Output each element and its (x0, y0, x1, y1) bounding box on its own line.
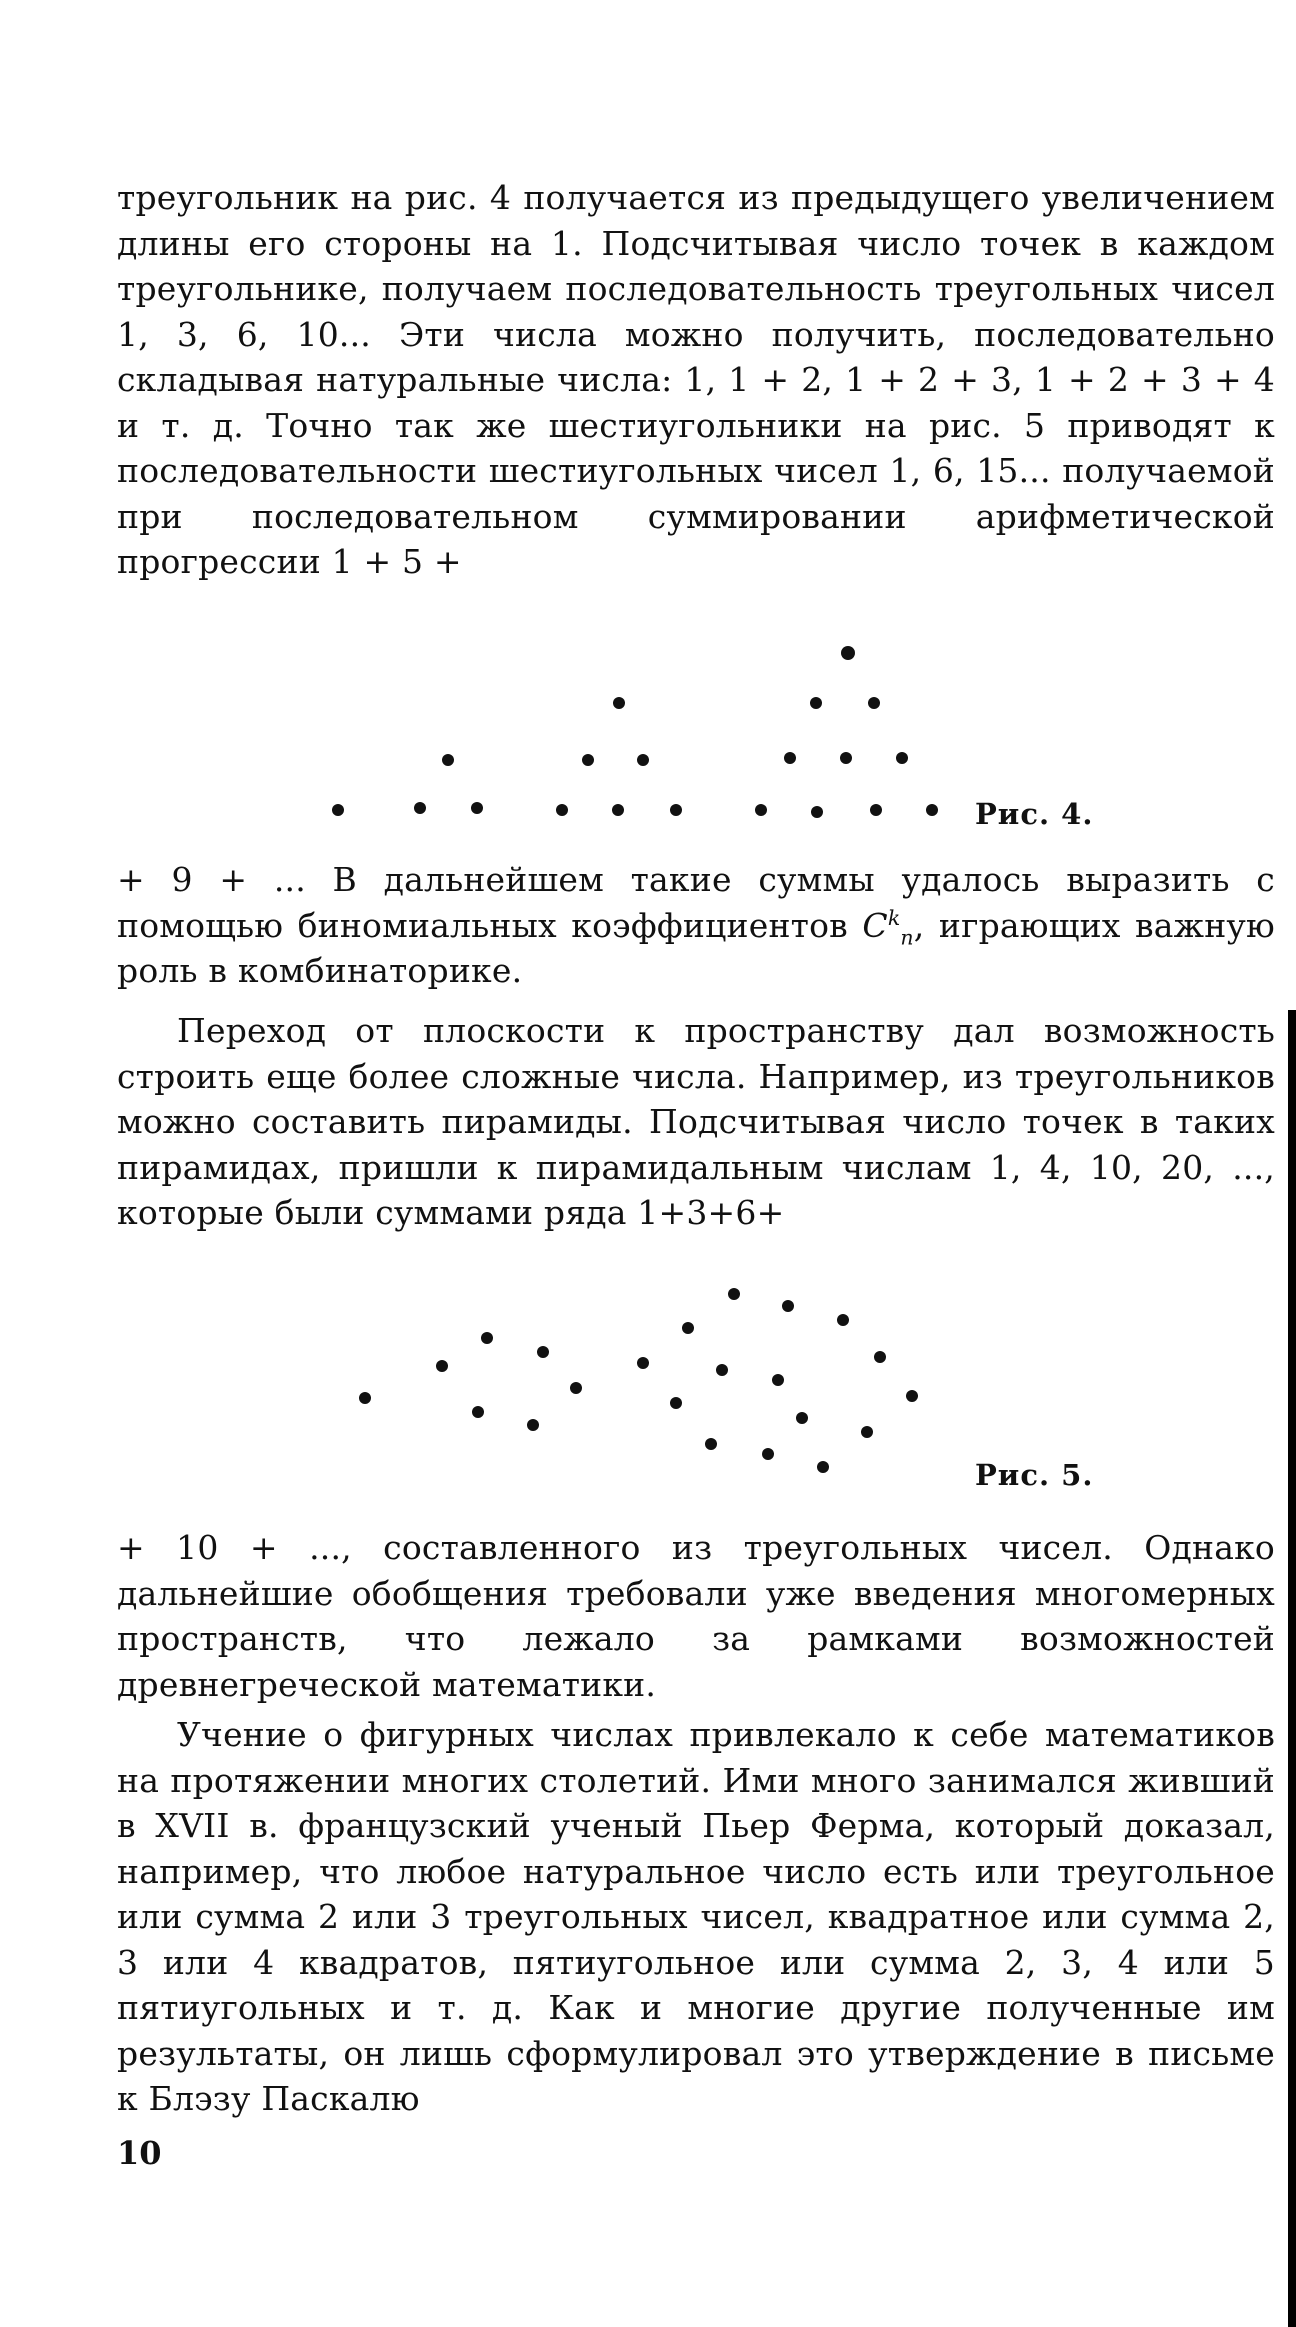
fig5-dot (782, 1300, 794, 1312)
figure-4-dots (0, 600, 1296, 840)
figure-4 (0, 600, 1296, 840)
fig4-dot (841, 646, 855, 660)
fig4-dot (868, 697, 880, 709)
fig5-dot (670, 1397, 682, 1409)
fig4-dot (810, 697, 822, 709)
fig5-dot (359, 1392, 371, 1404)
figure-5-caption: Рис. 5. (975, 1458, 1094, 1492)
fig5-dot (716, 1364, 728, 1376)
paragraph-fermat: Учение о фигурных числах привлекало к себе математиков на протяжении многих столетий. Ими много занимался живший в XVII в. французский ученый Пьер Ферма, который доказал, например, что любое натуральное число есть или треугольное или сумма 2 или 3 треугольных чисел, квадратное или сумма 2, 3 или 4 квадратов, пятиугольное или сумма 2, 3, 4 или 5 пятиугольных и т. д. Как и многие другие полученные им результаты, он лишь сформулировал это утверждение в письме к Блэзу Паскалю (117, 1715, 1275, 2118)
page-number: 10 (117, 2134, 162, 2172)
figure-5-dots (0, 1260, 1296, 1500)
fig4-dot (613, 697, 625, 709)
fig4-dot (670, 804, 682, 816)
fig5-dot (874, 1351, 886, 1363)
figure-4-caption: Рис. 4. (975, 797, 1094, 831)
fig4-dot (612, 804, 624, 816)
paragraph-pyramidal-numbers: Переход от плоскости к пространству дал возможность строить еще более сложные числа. Например, из треугольников можно составить пирамиды. Подсчитывая число точек в таких пирамидах, пришли к пирамидальным числам 1, 4, 10, 20, ..., которые были суммами ряда 1+3+6+ (117, 1011, 1275, 1232)
fig4-dot (471, 802, 483, 814)
fig4-dot (784, 752, 796, 764)
fig4-dot (582, 754, 594, 766)
fig5-dot (762, 1448, 774, 1460)
paragraph-binomial-text-after: , играющих важную роль в комбинаторике. (117, 905, 1275, 990)
fig5-dot (637, 1357, 649, 1369)
figure-5 (0, 1260, 1296, 1500)
fig4-dot (896, 752, 908, 764)
paragraph-triangular-numbers: треугольник на рис. 4 получается из предыдущего увеличением длины его стороны на 1. Подсчитывая число точек в каждом треугольнике, получаем последовательность треугольных чисел 1, 3, 6, 10... Эти числа можно получить, последовательно складывая натуральные числа: 1, 1 + 2, 1 + 2 + 3, 1 + 2 + 3 + 4 и т. д. Точно так же шестиугольники на рис. 5 приводят к последовательности шестиугольных чисел 1, 6, 15... получаемой при последовательном суммировании арифметической прогрессии 1 + 5 + (117, 178, 1275, 581)
fig4-dot (926, 804, 938, 816)
fig4-dot (755, 804, 767, 816)
fig5-dot (796, 1412, 808, 1424)
fig4-dot (870, 804, 882, 816)
fig5-dot (527, 1419, 539, 1431)
paragraph-binomial-text-before: + 9 + ... В дальнейшем такие суммы удалось выразить с помощью биномиальных коэффициентов (117, 860, 1275, 945)
fig4-dot (556, 804, 568, 816)
paragraph-binomial (117, 857, 1275, 994)
fig5-dot (728, 1288, 740, 1300)
fig4-dot (332, 804, 344, 816)
fig5-dot (861, 1426, 873, 1438)
book-edge-shadow (1288, 1010, 1296, 2327)
fig5-dot (537, 1346, 549, 1358)
fig5-dot (705, 1438, 717, 1450)
fig4-dot (414, 802, 426, 814)
fig4-dot (811, 806, 823, 818)
fig5-dot (570, 1382, 582, 1394)
fig5-dot (472, 1406, 484, 1418)
fig4-dot (637, 754, 649, 766)
fig5-dot (481, 1332, 493, 1344)
binomial-coefficient-symbol: $C^k_n$ (862, 905, 914, 950)
paragraph-generalizations: + 10 + ..., составленного из треугольных чисел. Однако дальнейшие обобщения требовали уже введения многомерных пространств, что лежало за рамками возможностей древнегреческой математики. (117, 1528, 1275, 1704)
fig4-dot (442, 754, 454, 766)
fig5-dot (817, 1461, 829, 1473)
fig4-dot (840, 752, 852, 764)
fig5-dot (772, 1374, 784, 1386)
fig5-dot (837, 1314, 849, 1326)
fig5-dot (436, 1360, 448, 1372)
fig5-dot (906, 1390, 918, 1402)
fig5-dot (682, 1322, 694, 1334)
